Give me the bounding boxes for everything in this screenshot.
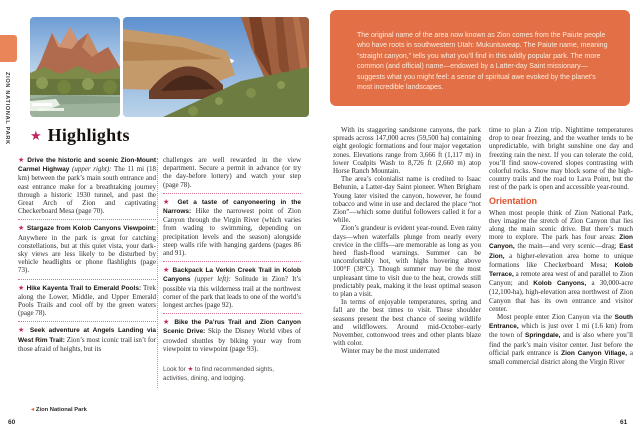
- caption-arrow-icon: ◂: [31, 407, 34, 413]
- bold-term: Springdale,: [525, 332, 561, 340]
- highlights-column-2: [163, 156, 301, 383]
- star-icon: ★: [187, 366, 194, 374]
- highlight-text: ★ Get a taste of canyoneering in the Narrows: Hike the narrowest point of Zion Canyon through the Virgin River (which varies from wading to swimming, depending on precipitation levels and the season) alongside steep walls rife with hanging gardens (pages 86 and 91).: [163, 197, 302, 258]
- highlight-item: [18, 156, 156, 215]
- highlight-lead: Stargaze from Kolob Canyons Viewpoint:: [26, 225, 157, 233]
- intro-callout-box: [330, 10, 630, 106]
- star-icon: ★: [30, 127, 42, 143]
- photo-canyon-arch-hillside: [123, 17, 309, 117]
- location-note: (upper left):: [194, 275, 231, 284]
- bold-term: Kolob Canyons,: [533, 280, 587, 288]
- highlight-item: [163, 261, 301, 309]
- bold-term: Zion Canyon,: [489, 234, 633, 251]
- page-number-right: 61: [620, 419, 628, 426]
- star-icon: ★: [163, 266, 171, 275]
- body-column-2: [489, 126, 633, 366]
- highlight-item: [18, 321, 156, 353]
- location-note: (upper right):: [71, 165, 112, 174]
- caption-text: Zion National Park: [35, 407, 87, 413]
- chapter-tab: [0, 35, 17, 62]
- paragraph: In terms of enjoyable temperatures, spring and fall are the best times to visit. These shoulder seasons present the best chance of seeing wildlife and wildflowers. Around mid-October–early November, cottonwood trees and other plants blaze with color.: [333, 298, 481, 348]
- star-icon: ★: [163, 318, 171, 327]
- highlight-lead: Bike the Pa’rus Trail and Zion Canyon Scenic Drive:: [163, 319, 301, 336]
- star-icon: ★: [18, 156, 25, 164]
- body-column-1: [333, 126, 481, 356]
- highlight-lead: Backpack La Verkin Creek Trail in Kolob Canyons: [163, 267, 301, 284]
- highlight-text: challenges are well rewarded in the view department. Secure a permit in advance (or try the day-before lottery) and watch your step (page 78).: [163, 156, 301, 189]
- highlight-lead: Seek adventure at Angels Landing via West Rim Trail:: [18, 327, 157, 344]
- highlight-text: ★ Bike the Pa’rus Trail and Zion Canyon Scenic Drive: Skip the Disney World vibes of crowded shuttles by biking your way from viewpoint to viewpoint (page 93).: [163, 318, 301, 353]
- star-icon: ★: [18, 224, 25, 233]
- paragraph: Zion’s grandeur is evident year-round. Even rainy days—when waterfalls plunge from nearly every crevice in the cliffs—are memorable as long as you heed flash-flood warnings. Summer can be uncomfortably hot, with highs hovering above 100°F (38°C). Though summer may be the most unpleasant time to visit due to the heat, crowds still predictably peak, making it the least optimal season to plan a visit.: [333, 224, 481, 299]
- highlights-column-1: [18, 156, 156, 353]
- bold-term: Zion Canyon Village,: [561, 349, 628, 357]
- highlight-text: ★ Hike Kayenta Trail to Emerald Pools: Trek along the Lower, Middle, and Upper Emerald Pools Trails and cool off by the green waters (page 78).: [18, 283, 156, 318]
- highlight-text: ★ Stargaze from Kolob Canyons Viewpoint: Anywhere in the park is great for catching constellations, but at this quiet vista, your dark-sky views are less likely to be disturbed by vehicle headlights or phone flashlights (page 73).: [18, 224, 157, 275]
- highlights-title: Highlights: [47, 125, 130, 145]
- highlight-text: ★ Backpack La Verkin Creek Trail in Kolob Canyons (upper left): Solitude in Zion? It’s possible via this wilderness trail at the northwest corner of the park that leads to one of the world’s longest arches (page 92).: [163, 266, 302, 310]
- canyon-arch-illustration: [123, 17, 309, 117]
- highlights-heading: [30, 126, 130, 144]
- bold-term: Kolob Terrace,: [489, 261, 633, 278]
- star-icon: ★: [18, 326, 27, 335]
- paragraph: With its staggering sandstone canyons, the park spreads across 147,000 acres (59,500 ha) containing eight geologic formations and four major vegetation zones. Elevations range from 3,666 ft (1,117 m) in lower Coalpits Wash to 8,726 ft (2,660 m) atop Horse Ranch Mountain.: [333, 126, 481, 176]
- photo-caption: [31, 407, 87, 413]
- body-column-2-rest: [489, 209, 633, 367]
- highlight-item: [163, 193, 301, 257]
- highlight-text: ★ Drive the historic and scenic Zion-Mount Carmel Highway (upper right): The 11 mi (18 km) between the park’s main south entrance and east entrance make for a breathtaking journey through a historic 1930 tunnel, and past the Great Arch of Zion and captivating Checkerboard Mesa (page 70).: [18, 156, 157, 216]
- paragraph: Winter may be the most underrated: [341, 347, 440, 356]
- orientation-heading: Orientation: [489, 195, 538, 206]
- paragraph: Most people enter Zion Canyon via the South Entrance, which is just over 1 mi (1.6 km) from the town of Springdale, and is also where you’ll find the park’s main visitor center. Just before the official park entrance is Zion Canyon Village, a small commercial district along the Virgin River: [489, 312, 633, 366]
- chapter-sidebar-label: ZION NATIONAL PARK: [4, 72, 10, 145]
- bold-term: South Entrance,: [489, 313, 633, 331]
- star-icon: ★: [18, 283, 25, 292]
- page-number-left: 60: [8, 419, 16, 426]
- column-divider: [157, 158, 158, 388]
- waterfall-peak-illustration: [30, 17, 120, 117]
- photo-row: [30, 17, 309, 117]
- look-for-note: Look for ★ to find recommended sights, activities, dining, and lodging.: [163, 366, 275, 383]
- bold-term: East Zion,: [489, 243, 633, 260]
- highlight-continuation: [163, 156, 301, 189]
- paragraph: When most people think of Zion National Park, they imagine the stretch of Zion Canyon that lies along the main scenic drive. But there’s much more to explore. The park has four areas: Zion Canyon, the main—and very scenic—drag; East Zion, a higher-elevation area home to unique formations like Checkerboard Mesa; Kolob Terrace, a remote area west of and parallel to Zion Canyon; and Kolob Canyons, a 30,000-acre (12,100-ha), high-elevation area northwest of Zion Canyon that has its own entrance and visitor center.: [489, 208, 633, 313]
- highlight-item: [18, 219, 156, 274]
- highlight-item: [18, 279, 156, 318]
- highlight-item: [163, 313, 301, 353]
- paragraph: time to plan a Zion trip. Nighttime temperatures drop to near freezing, and the weather tends to be unpredictable, with bright sunshine one day and freezing rain the next. If you can tolerate the cold, you’ll find snow-covered slopes contrasting with colorful rocks. Snow may block some of the high-country trails and the road to Lava Point, but the rest of the park is open and accessible year-round.: [489, 126, 633, 192]
- photo-waterfall-and-peak: [30, 17, 120, 117]
- highlight-text: ★ Seek adventure at Angels Landing via West Rim Trail: Zion’s most iconic trail isn’t for those afraid of heights, but its: [18, 326, 157, 353]
- highlight-lead: Drive the historic and scenic Zion-Mount Carmel Highway: [18, 157, 157, 174]
- star-icon: ★: [163, 197, 173, 206]
- highlight-lead: Hike Kayenta Trail to Emerald Pools:: [26, 284, 142, 292]
- intro-text: The original name of the area now known as Zion comes from the Paiute people who have roots in southwestern Utah: Mukuntuweap. The Paiute name, meaning “straight canyon,” tells you what you’ll find in this wildly popular park. The more common (and official) name—endowed by a Latter-day Saint missionary—suggests what you might feel: a sense of spiritual awe evoked by the planet’s most incredible landscapes.: [357, 32, 608, 92]
- highlight-lead: Get a taste of canyoneering in the Narrows:: [163, 198, 302, 216]
- body-column-2-top: [489, 126, 633, 192]
- paragraph: The area’s colonialist name is credited to Isaac Behunin, a Latter-day Saint pioneer. When Brigham Young later visited the canyon, however, he found tobacco and wine in use and declared the place “not Zion”—which some dutiful followers called it for a while.: [333, 175, 481, 225]
